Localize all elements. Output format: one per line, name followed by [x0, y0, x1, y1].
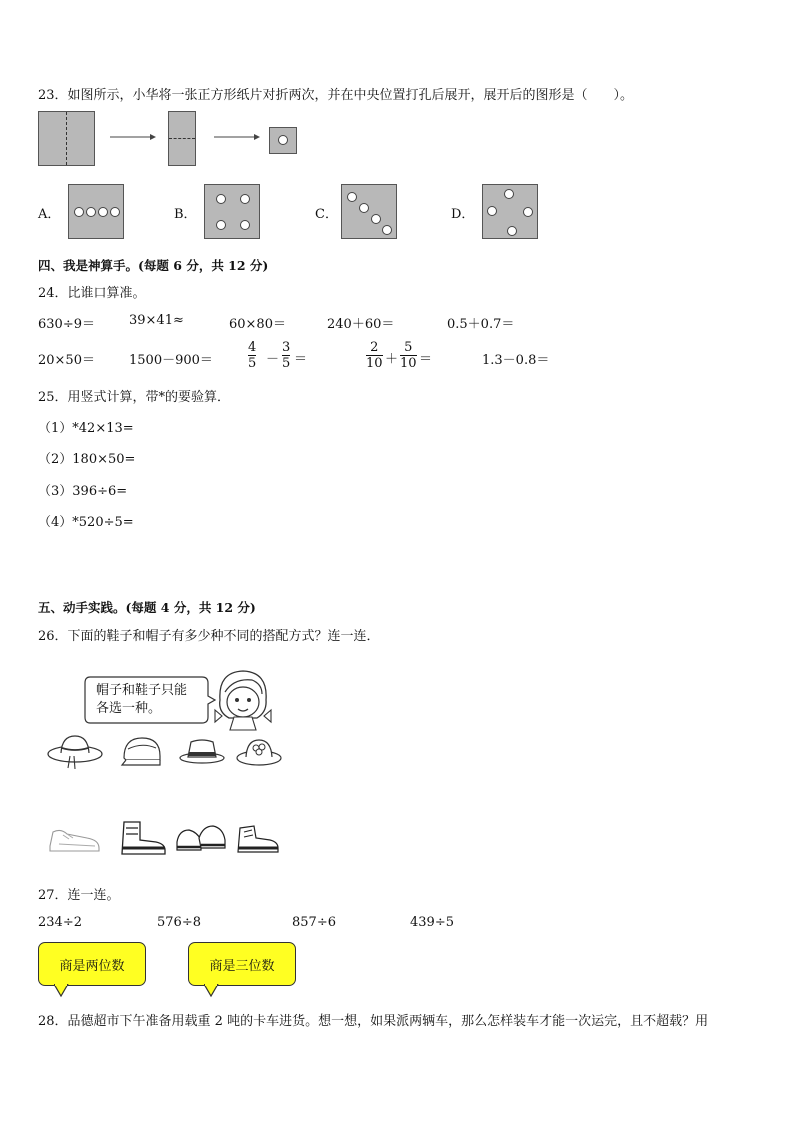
q24-r1-4: 240＋60＝: [327, 317, 395, 332]
hat-cap-icon[interactable]: [120, 734, 164, 770]
arrow-right-icon: [214, 131, 260, 143]
q28-text: 28．品德超市下午准备用载重 2 吨的卡车进货。想一想，如果派两辆车，那么怎样装车才能一次运完，且不超载？用: [38, 1014, 709, 1029]
hat-fedora-icon[interactable]: [179, 736, 225, 768]
denominator: 5: [248, 356, 257, 371]
q24-r1-3: 60×80＝: [229, 317, 286, 332]
option-a-label[interactable]: A．: [38, 207, 61, 222]
bubble-three-digit-text: 商是三位数: [209, 958, 275, 974]
q27-text: 27．连一连。: [38, 888, 120, 903]
numerator: 4: [248, 340, 257, 355]
q24-text: 24．比谁口算准。: [38, 286, 146, 301]
option-c-figure[interactable]: [341, 184, 397, 239]
bubble-tail: [204, 984, 220, 998]
shoe-kids-icon[interactable]: [175, 820, 227, 856]
bubble-tail: [54, 984, 70, 998]
q24-r1-2: 39×41≈: [129, 313, 184, 328]
arrow-right-icon: [110, 131, 156, 143]
paper-folded-once: [168, 111, 196, 166]
q24-r2-2: 1500－900＝: [129, 353, 213, 368]
option-d-figure[interactable]: [482, 184, 538, 239]
denominator: 10: [400, 356, 417, 371]
q27-expr-3[interactable]: 857÷6: [292, 915, 336, 930]
hat-sun-icon[interactable]: [46, 732, 104, 772]
option-d-label[interactable]: D．: [451, 207, 475, 222]
denominator: 5: [282, 356, 291, 371]
girl-icon: [212, 666, 274, 732]
speech-text: [96, 682, 187, 718]
speech-line-2: 各选一种。: [96, 701, 162, 716]
hat-flower-icon[interactable]: [236, 734, 282, 770]
q27-expr-1[interactable]: 234÷2: [38, 915, 82, 930]
operator: ＋: [385, 352, 399, 367]
option-b-label[interactable]: B．: [174, 207, 197, 222]
option-a-figure[interactable]: [68, 184, 124, 239]
q27-expr-4[interactable]: 439÷5: [410, 915, 454, 930]
q25-text: 25．用竖式计算，带*的要验算．: [38, 390, 231, 405]
q24-r2-1: 20×50＝: [38, 353, 95, 368]
denominator: 10: [366, 356, 383, 371]
q27-expr-2[interactable]: 576÷8: [157, 915, 201, 930]
q25-item-3: （3）396÷6=: [38, 484, 128, 499]
speech-line-1: 帽子和鞋子只能: [96, 683, 188, 698]
q24-r2-5: 1.3－0.8＝: [482, 353, 550, 368]
q23-text: 23．如图所示，小华将一张正方形纸片对折两次，并在中央位置打孔后展开，展开后的图形是（ ）。: [38, 88, 634, 103]
q26-text: 26．下面的鞋子和帽子有多少种不同的搭配方式？连一连．: [38, 629, 380, 644]
q24-r1-5: 0.5＋0.7＝: [447, 317, 515, 332]
paper-square: [38, 111, 95, 166]
q25-item-1: （1）*42×13=: [38, 421, 134, 436]
shoe-hiking-icon[interactable]: [236, 820, 280, 856]
numerator: 5: [404, 340, 413, 355]
section-4-title: 四、我是神算手。(每题 6 分，共 12 分): [38, 258, 269, 273]
shoe-boot-icon[interactable]: [118, 818, 168, 858]
option-c-label[interactable]: C．: [315, 207, 338, 222]
equals: ＝: [419, 352, 433, 367]
section-5-title: 五、动手实践。(每题 4 分，共 12 分): [38, 600, 256, 615]
q24-r1-1: 630÷9＝: [38, 317, 95, 332]
numerator: 3: [282, 340, 291, 355]
bubble-two-digit[interactable]: [38, 942, 146, 986]
bubble-two-digit-text: 商是两位数: [59, 958, 125, 974]
q25-item-2: （2）180×50=: [38, 452, 136, 467]
shoe-sneaker-icon[interactable]: [47, 822, 103, 856]
paper-folded-twice-punched: [269, 127, 297, 154]
q25-item-4: （4）*520÷5=: [38, 515, 134, 530]
numerator: 2: [370, 340, 379, 355]
bubble-three-digit[interactable]: [188, 942, 296, 986]
option-b-figure[interactable]: [204, 184, 260, 239]
equals: ＝: [294, 352, 308, 367]
operator: －: [266, 352, 280, 367]
